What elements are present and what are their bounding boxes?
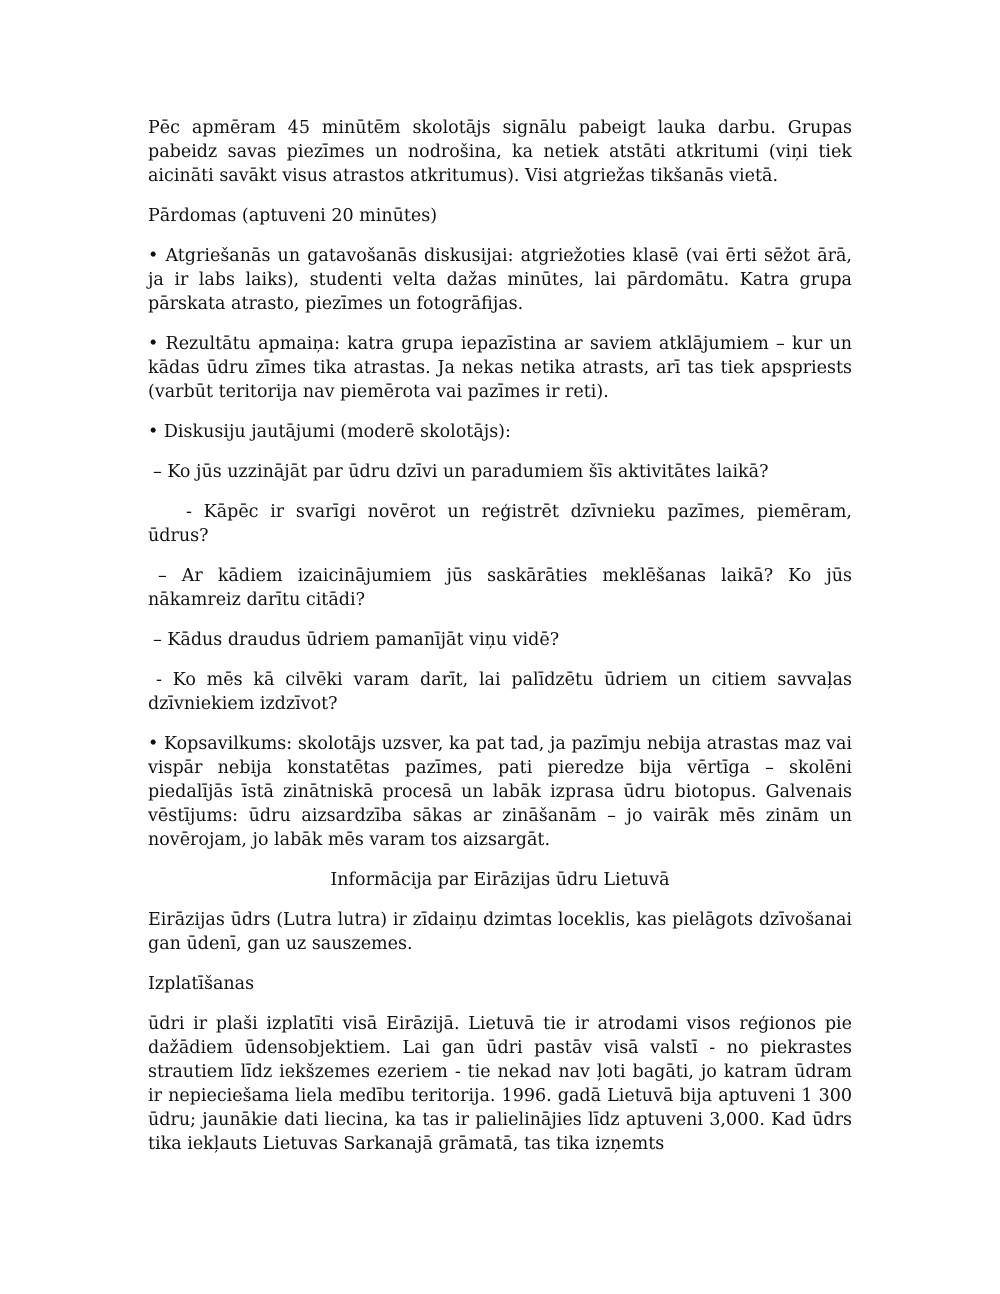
question-challenges: – Ar kādiem izaicinājumiem jūs saskārāties meklēšanas laikā? Ko jūs nākamreiz darītu citādi? <box>148 566 852 610</box>
question-what-learned: – Ko jūs uzzinājāt par ūdru dzīvi un paradumiem šīs aktivitātes laikā? <box>153 462 769 482</box>
question-how-to-help: - Ko mēs kā cilvēki varam darīt, lai palīdzētu ūdriem un citiem savvaļas dzīvniekiem izdzīvot? <box>148 670 852 714</box>
question-threats: – Kādus draudus ūdriem pamanījāt viņu vidē? <box>153 630 560 650</box>
section-title-otter-info: Informācija par Eirāzijas ūdru Lietuvā <box>330 870 670 890</box>
bullet-return-preparation: • Atgriešanās un gatavošanās diskusijai: atgriežoties klasē (vai ērti sēžot ārā, ja ir labs laiks), studenti velta dažas minūtes, lai pārdomātu. Katra grupa pārskata atrasto, piezīmes un fotogrāfijas. <box>148 246 852 314</box>
bullet-results-sharing: • Rezultātu apmaiņa: katra grupa iepazīstina ar saviem atklājumiem – kur un kādas ūdru zīmes tika atrastas. Ja nekas netika atrasts, arī tas tiek apspriests (varbūt teritorija nav piemērota vai pazīmes ir reti). <box>148 334 852 402</box>
paragraph-otter-intro: Eirāzijas ūdrs (Lutra lutra) ir zīdaiņu dzimtas loceklis, kas pielāgots dzīvošanai gan ūdenī, gan uz sauszemes. <box>148 910 852 954</box>
question-why-important: - Kāpēc ir svarīgi novērot un reģistrēt dzīvnieku pazīmes, piemēram, ūdrus? <box>148 502 852 546</box>
heading-distribution: Izplatīšanas <box>148 974 255 994</box>
heading-reflection: Pārdomas (aptuveni 20 minūtes) <box>148 206 438 226</box>
bullet-summary: • Kopsavilkums: skolotājs uzsver, ka pat tad, ja pazīmju nebija atrastas maz vai vispār nebija konstatētas pazīmes, pati pieredze bija vērtīga – skolēni piedalījās īstā zinātniskā procesā un labāk izprasa ūdru biotopus. Galvenais vēstījums: ūdru aizsardzība sākas ar zināšanām – jo vairāk mēs zinām un novērojam, jo labāk mēs varam tos aizsargāt. <box>148 734 852 850</box>
bullet-discussion-questions: • Diskusiju jautājumi (moderē skolotājs): <box>148 422 511 442</box>
document-page <box>148 116 852 1156</box>
paragraph-fieldwork-end: Pēc apmēram 45 minūtēm skolotājs signālu pabeigt lauka darbu. Grupas pabeidz savas piezīmes un nodrošina, ka netiek atstāti atkritumi (viņi tiek aicināti savākt visus atrastos atkritumus). Visi atgriežas tikšanās vietā. <box>148 118 852 186</box>
paragraph-distribution: ūdri ir plaši izplatīti visā Eirāzijā. Lietuvā tie ir atrodami visos reģionos pie dažādiem ūdensobjektiem. Lai gan ūdri pastāv visā valstī - no piekrastes strautiem līdz iekšzemes ezeriem - tie nekad nav ļoti bagāti, jo katram ūdram ir nepieciešama liela medību teritorija. 1996. gadā Lietuvā bija aptuveni 1 300 ūdru; jaunākie dati liecina, ka tas ir palielinājies līdz aptuveni 3,000. Kad ūdrs tika iekļauts Lietuvas Sarkanajā grāmatā, tas tika izņemts <box>148 1014 852 1154</box>
